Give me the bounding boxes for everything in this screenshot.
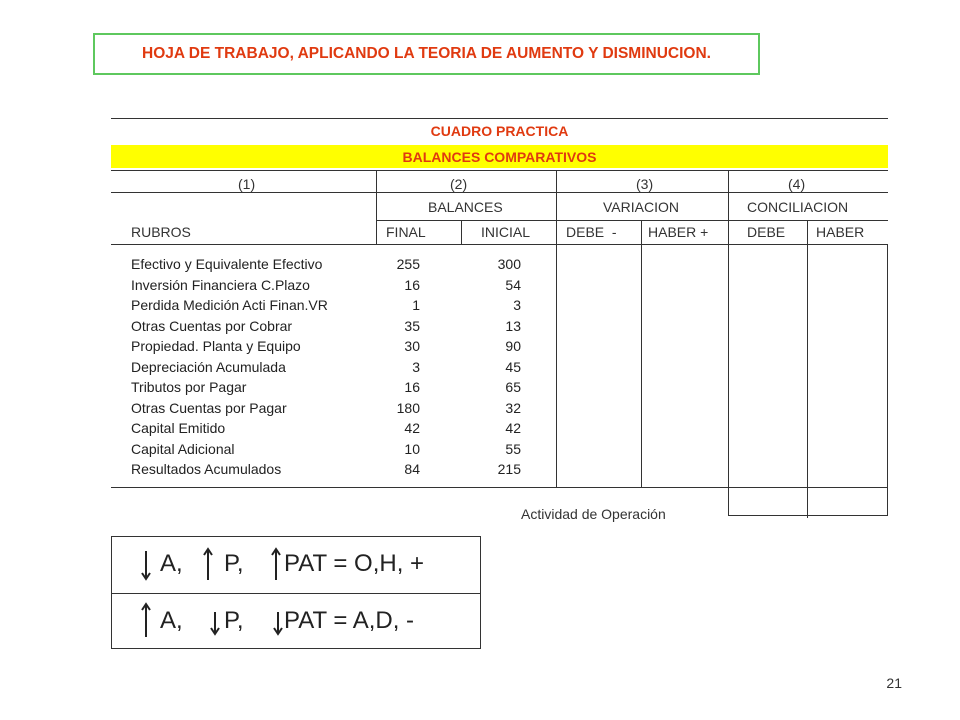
table-cell-final: 1 — [412, 297, 420, 313]
rule-pat-label: PAT = O,H, + — [284, 550, 425, 577]
table-cell-final: 84 — [404, 461, 420, 477]
table-cell-final: 10 — [404, 440, 420, 457]
table-row-rubro: Capital Emitido — [131, 420, 226, 436]
table-footer: Actividad de Operación — [521, 506, 666, 522]
col-header-rule — [111, 244, 888, 245]
body-divider-right — [887, 245, 888, 516]
arrow-up-icon — [202, 547, 214, 588]
table-cell-final: 16 — [404, 276, 420, 293]
table-cell-inicial: 90 — [505, 338, 521, 354]
table-row-rubro: Efectivo y Equivalente Efectivo — [131, 256, 323, 272]
divider-balances — [556, 171, 557, 245]
col-number-1: (1) — [238, 176, 256, 192]
divider-final-inicial — [461, 221, 462, 245]
col-header-debe-minus: DEBE - — [566, 224, 617, 240]
arrow-down-icon — [140, 549, 152, 588]
table-cell-inicial: 32 — [505, 399, 521, 416]
table-row-rubro: Inversión Financiera C.Plazo — [131, 276, 310, 293]
table-cell-final: 180 — [396, 399, 420, 416]
divider-debe-haber — [641, 221, 642, 245]
table-cell-final: 255 — [396, 256, 420, 272]
rule-a-label: A, — [160, 607, 183, 634]
table-cell-inicial: 3 — [513, 297, 521, 313]
page-number: 21 — [886, 675, 902, 691]
body-divider-conc-inner — [807, 245, 808, 518]
table-cell-inicial: 45 — [505, 358, 521, 375]
table-row-rubro: Perdida Medición Acti Finan.VR — [131, 297, 328, 313]
table-row-rubro: Propiedad. Planta y Equipo — [131, 338, 301, 354]
body-divider-balances — [556, 245, 557, 487]
table-cell-final: 30 — [404, 338, 420, 354]
arrow-down-icon — [272, 610, 284, 643]
table-cell-final: 42 — [404, 420, 420, 436]
page-title — [93, 33, 760, 75]
divider-conc-debe-haber — [807, 221, 808, 245]
col-header-haber-plus: HABER + — [648, 224, 709, 240]
table-row-rubro: Tributos por Pagar — [131, 379, 247, 395]
col-header-rubros: RUBROS — [131, 224, 191, 240]
subheading-rule — [111, 170, 888, 171]
col-number-4: (4) — [788, 176, 806, 192]
rule-a-label: A, — [160, 550, 183, 577]
table-cell-inicial: 55 — [505, 440, 521, 457]
table-cell-inicial: 65 — [505, 379, 521, 395]
divider-variacion — [728, 171, 729, 245]
table-bottom-rule — [111, 487, 888, 488]
rule-box — [111, 536, 481, 649]
rule-p-label: P, — [224, 550, 244, 577]
rule-row-decrease — [112, 594, 480, 650]
arrow-down-icon — [209, 610, 221, 643]
col-number-rule — [111, 192, 888, 193]
table-cell-final: 16 — [404, 379, 420, 395]
conciliacion-total-rule — [728, 515, 888, 516]
rule-row-increase — [112, 537, 480, 593]
group-header-conciliacion: CONCILIACION — [747, 199, 849, 215]
table-cell-inicial: 300 — [497, 256, 521, 272]
arrow-up-icon — [140, 602, 152, 645]
col-header-debe: DEBE — [747, 224, 786, 240]
rule-p-label: P, — [224, 607, 244, 634]
arrow-up-icon — [270, 547, 282, 588]
group-header-rule — [377, 220, 888, 221]
page-title-text: HOJA DE TRABAJO, APLICANDO LA TEORIA DE AUMENTO Y DISMINUCION. — [142, 45, 711, 62]
col-number-3: (3) — [636, 176, 654, 192]
table-cell-inicial: 215 — [497, 461, 521, 477]
body-divider-variacion — [641, 245, 642, 487]
table-cell-inicial: 54 — [505, 276, 521, 293]
group-header-balances: BALANCES — [428, 199, 503, 215]
table-row-rubro: Depreciación Acumulada — [131, 358, 286, 375]
table-row-rubro: Capital Adicional — [131, 440, 235, 457]
table-subheading: BALANCES COMPARATIVOS — [111, 145, 888, 168]
table-row-rubro: Otras Cuentas por Cobrar — [131, 317, 293, 334]
table-cell-final: 35 — [404, 317, 420, 334]
col-number-2: (2) — [450, 176, 468, 192]
divider-rubros — [376, 171, 377, 245]
table-heading: CUADRO PRACTICA — [430, 123, 569, 139]
col-header-haber: HABER — [816, 224, 865, 240]
col-header-final: FINAL — [386, 224, 426, 240]
col-header-inicial: INICIAL — [481, 224, 531, 240]
rule-pat-label: PAT = A,D, - — [284, 607, 415, 634]
table-cell-inicial: 13 — [505, 317, 521, 334]
group-header-variacion: VARIACION — [603, 199, 679, 215]
table-row-rubro: Resultados Acumulados — [131, 461, 282, 477]
body-divider-conciliacion — [728, 245, 729, 516]
table-cell-final: 3 — [412, 358, 420, 375]
table-row-rubro: Otras Cuentas por Pagar — [131, 399, 287, 416]
table-cell-inicial: 42 — [505, 420, 521, 436]
